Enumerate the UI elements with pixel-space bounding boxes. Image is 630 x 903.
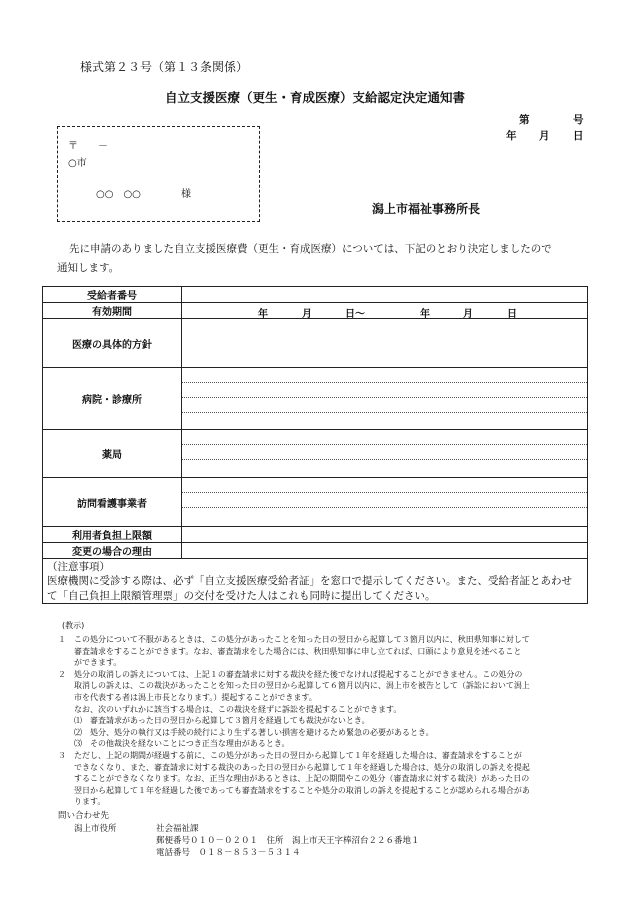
date-day: 日	[573, 130, 584, 142]
pharmacy-value	[182, 430, 588, 478]
hospital-value	[182, 368, 588, 430]
period-end-month: 月	[463, 308, 473, 320]
instruction-line: ⑶ その他裁決を経ないことにつき正当な理由があるとき。	[58, 739, 290, 749]
valid-period-label: 有効期間	[43, 303, 182, 319]
instruction-line: なお、次のいずれかに該当する場合は、この裁決を経ずに訴訟を提起することができます。	[58, 704, 402, 714]
form-number: 様式第２３号（第１３条関係）	[80, 60, 249, 74]
change-reason-value	[182, 543, 588, 559]
payment-limit-label: 利用者負担上限額	[43, 527, 182, 543]
period-start-year: 年	[258, 308, 268, 320]
payment-limit-value	[182, 527, 588, 543]
intro-text	[57, 240, 587, 278]
address-box	[57, 126, 260, 222]
document-title: 自立支援医療（更生・育成医療）支給認定決定通知書	[164, 90, 465, 105]
instruction-line: ２ 処分の取消しの訴えについては、上記１の審査請求に対する裁決を経た後でなければ提起することができません。この処分の	[58, 669, 523, 679]
certification-table	[42, 286, 588, 559]
instruction-line: 翌日から起算して１年を経過した後であっても審査請求をすることや処分の取消しの訴えを提起することが認められる場合があ	[58, 785, 530, 795]
address-city: ○市	[68, 158, 87, 169]
issuing-office: 潟上市福祉事務所長	[372, 202, 481, 216]
contact-dept: 社会福祉課	[156, 824, 199, 834]
instruction-line: 取消しの訴えは、この裁決があったことを知った日の翌日から起算して６箇月以内に、潟上市を被告として（訴訟において潟上	[58, 681, 530, 691]
instruction-line: ります。	[58, 797, 106, 807]
intro-line-1: 先に申請のありました自立支援医療費（更生・育成医療）については、下記のとおり決定しましたので	[69, 243, 552, 255]
contact-org: 潟上市役所	[74, 824, 117, 834]
instruction-line: ⑵ 処分、処分の執行又は手続の続行により生ずる著しい損害を避けるため緊急の必要があるとき。	[58, 727, 434, 737]
instruction-body	[58, 634, 588, 808]
period-start-month: 月	[302, 308, 312, 320]
instruction-line: することができなくなります。なお、正当な理由があるときは、上記の期間やこの処分（審査請求に対する裁決）があった日の	[58, 774, 530, 784]
contact-address: 郵便番号０１０－０２０１ 住所 潟上市天王字棒沼台２２６番地１	[156, 836, 420, 846]
change-reason-label: 変更の場合の理由	[43, 543, 182, 559]
ref-number-go: 号	[573, 114, 584, 126]
instruction-line: ３ ただし、上記の期間が経過する前に、この処分があった日の翌日から起算して１年を経過した場合は、審査請求をすることが	[58, 750, 522, 760]
instruction-line: ができます。	[58, 658, 122, 668]
nursing-value	[182, 478, 588, 527]
medical-policy-label: 医療の具体的方針	[43, 319, 182, 368]
honorific: 様	[181, 189, 191, 200]
date-month: 月	[539, 130, 550, 142]
contact-phone: 電話番号 ０１８－８５３－５３１４	[156, 848, 301, 858]
hospital-label: 病院・診療所	[43, 368, 182, 430]
period-end-year: 年	[420, 308, 430, 320]
period-end-day: 日	[507, 308, 517, 320]
notes-line-2: て「自己負担上限額管理票」の交付を受けた人はこれも同時に提出してください。	[47, 590, 436, 602]
notes-box	[42, 558, 588, 604]
instruction-line: ⑴ 審査請求があった日の翌日から起算して３箇月を経過しても裁決がないとき。	[58, 716, 370, 726]
instruction-line: 審査請求をすることができます。なお、審査請求をした場合には、秋田県知事に申し立てれば、口頭により意見を述べること	[58, 646, 522, 656]
medical-policy-value	[182, 319, 588, 368]
notes-heading: （注意事項）	[47, 561, 110, 573]
notes-line-1: 医療機関に受診する際は、必ず「自立支援医療受給者証」を窓口で提示してください。また、受給者証とあわせ	[47, 575, 572, 587]
period-start-day: 日～	[345, 308, 365, 320]
valid-period-value	[182, 303, 588, 319]
instruction-line: １ この処分について不服があるときは、この処分があったことを知った日の翌日から起算して３箇月以内に、秋田県知事に対して	[58, 635, 530, 644]
recipient-number-value	[182, 287, 588, 303]
nursing-label: 訪問看護事業者	[43, 478, 182, 527]
date-year: 年	[506, 130, 517, 142]
recipient-number-label: 受給者番号	[43, 287, 182, 303]
contact-heading: 問い合わせ先	[58, 811, 110, 821]
postal-code: 〒 －	[68, 141, 108, 152]
instruction-line: 市を代表する者は潟上市長となります。）提起することができます。	[58, 692, 317, 702]
pharmacy-label: 薬局	[43, 430, 182, 478]
intro-line-2: 通知します。	[57, 262, 120, 274]
instruction-line: できなくなり、また、審査請求に対する裁決のあった日の翌日から起算して１年を経過した場合は、処分の取消しの訴えを提起	[58, 762, 530, 772]
ref-number-dai: 第	[519, 114, 530, 126]
recipient-name: ○○ ○○	[96, 189, 141, 200]
instruction-heading: (教示)	[62, 621, 85, 630]
